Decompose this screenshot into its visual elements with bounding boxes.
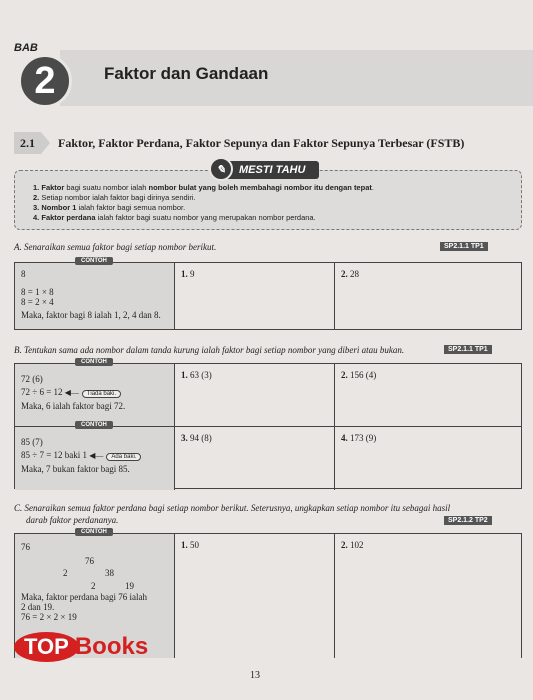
example-conclusion: Maka, faktor bagi 8 ialah 1, 2, 4 dan 8. [21,310,161,320]
section-c-question-line2: darab faktor perdananya. [26,515,119,525]
contoh-tag: CONTOH [75,528,113,536]
answer-cell-1[interactable] [175,364,335,427]
section-number: 2.1 [14,132,41,154]
chapter-banner [0,42,533,108]
example-line: 8 = 1 × 8 [21,287,54,297]
answer-cell-2[interactable] [335,263,521,329]
tree-node: 2 [91,581,96,591]
contoh-tag: CONTOH [75,257,113,265]
bab-label: BAB [14,42,38,54]
answer-cell-2[interactable] [335,534,521,658]
example-number: 8 [21,269,26,279]
list-item: 3. Nombor 1 ialah faktor bagi semua nombor. [33,203,186,212]
question-value: 50 [190,540,199,550]
chapter-number: 2 [18,54,72,108]
example-line: 72 ÷ 6 = 12 ◀— Tiada baki. [21,387,168,398]
section-arrow-icon [41,132,50,154]
example-line: 85 ÷ 7 = 12 baki 1 ◀— Ada baki. [21,450,168,461]
logo-books: Books [74,633,149,660]
question-number: 3. [181,433,188,443]
tree-node: 38 [105,568,114,578]
question-value: 9 [190,269,195,279]
section-title: Faktor, Faktor Perdana, Faktor Sepunya dan Faktor Sepunya Terbesar (FSTB) [58,135,465,150]
question-number: 1. [181,370,188,380]
section-c-question-line1: C. Senaraikan semua faktor perdana bagi setiap nombor berikut. Seterusnya, ungkapkan setiap nombor itu sebagai hasil [14,503,451,513]
mesti-tahu-label: MESTI TAHU [239,164,306,176]
question-number: 1. [181,540,188,550]
example-number: 85 (7) [21,437,43,447]
question-value: 173 (9) [350,433,377,443]
arrow-left-icon: ◀— [89,451,104,460]
list-item: 1. Faktor bagi suatu nombor ialah nombor bulat yang boleh membahagi nombor itu dengan tepat. [33,183,374,192]
factor-tree [21,552,168,592]
mesti-tahu-list [33,183,511,223]
section-b-sp-tag: SP2.1.1 TP1 [444,345,492,354]
example-line: 8 = 2 × 4 [21,297,54,307]
example-cell [15,422,175,490]
answer-cell-3[interactable] [175,427,335,490]
answer-cell-1[interactable] [175,534,335,658]
contoh-tag: CONTOH [75,421,113,429]
example-conclusion: Maka, 7 bukan faktor bagi 85. [21,464,130,474]
example-conclusion: 2 dan 19. [21,602,55,612]
answer-cell-2[interactable] [335,364,521,427]
tree-node: 19 [125,581,134,591]
section-c-sp-tag: SP2.1.2 TP2 [444,516,492,525]
example-number: 76 [21,542,30,552]
topbooks-logo [14,632,148,662]
question-value: 94 (8) [190,433,212,443]
example-cell [15,258,175,329]
contoh-tag: CONTOH [75,358,113,366]
question-number: 2. [341,370,348,380]
answer-cell-1[interactable] [175,263,335,329]
section-b-question: B. Tentukan sama ada nombor dalam tanda kurung ialah faktor bagi setiap nombor yang diberi atau bukan. [14,345,405,355]
example-cell [15,359,175,427]
question-value: 63 (3) [190,370,212,380]
question-value: 102 [350,540,364,550]
example-conclusion: 76 = 2 × 2 × 19 [21,612,77,622]
question-value: 156 (4) [350,370,377,380]
page-number: 13 [250,670,260,681]
list-item: 4. Faktor perdana ialah faktor bagi suatu nombor yang merupakan nombor perdana. [33,213,316,222]
list-item: 2. Setiap nombor ialah faktor bagi dirinya sendiri. [33,193,196,202]
answer-cell-4[interactable] [335,427,521,490]
tree-node: 76 [85,556,94,566]
tree-node: 2 [63,568,68,578]
arrow-left-icon: ◀— [64,388,79,397]
mesti-tahu-box [14,163,522,230]
question-value: 28 [350,269,359,279]
question-number: 1. [181,269,188,279]
example-conclusion: Maka, faktor perdana bagi 76 ialah [21,592,147,602]
example-number: 72 (6) [21,374,43,384]
question-number: 4. [341,433,348,443]
section-heading [14,132,464,154]
megaphone-icon: ✎ [209,157,233,181]
logo-top: TOP [14,632,79,662]
note-pill: Ada baki. [106,453,141,461]
section-a-grid [14,258,522,330]
question-number: 2. [341,540,348,550]
chapter-title: Faktor dan Gandaan [104,64,269,83]
section-a-sp-tag: SP2.1.1 TP1 [440,242,488,251]
section-b-grid [14,359,522,489]
question-number: 2. [341,269,348,279]
example-conclusion: Maka, 6 ialah faktor bagi 72. [21,401,126,411]
section-a-question: A. Senaraikan semua faktor bagi setiap nombor berikut. [14,242,217,252]
mesti-tahu-tag [215,161,319,179]
note-pill: Tiada baki. [82,390,121,398]
